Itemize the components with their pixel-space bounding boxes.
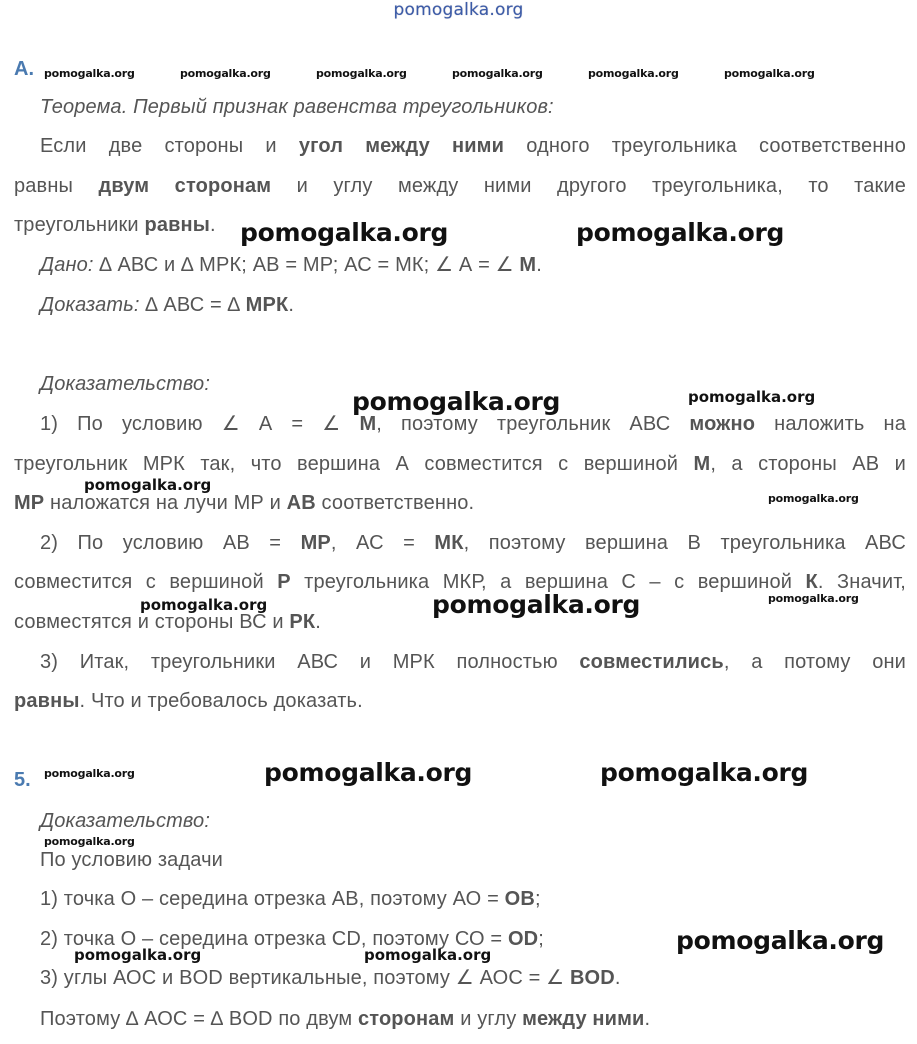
watermark-medium: pomogalka.org bbox=[74, 946, 202, 964]
watermark-small: pomogalka.org bbox=[44, 767, 135, 780]
watermark-large: pomogalka.org bbox=[264, 758, 473, 787]
proof-step-line: 3) Итак, треугольники АВС и МРК полностью совместились, а потому они bbox=[40, 651, 906, 673]
site-watermark-top: pomogalka.org bbox=[393, 0, 524, 20]
proof-label: Доказательство: bbox=[40, 373, 211, 395]
theorem-title: Теорема. Первый признак равенства треугольников: bbox=[40, 96, 554, 118]
proof-step-line: МР наложатся на лучи МР и АВ соответственно. bbox=[14, 492, 475, 514]
theorem-statement-line: треугольники равны. bbox=[14, 214, 216, 236]
proof-step-line: 3) углы АОС и BOD вертикальные, поэтому ∠ АОС = ∠ BOD. bbox=[40, 967, 621, 989]
proof-step-line: треугольник МРК так, что вершина А совместится с вершиной М, а стороны АВ и bbox=[14, 453, 906, 475]
proof-step-line: равны. Что и требовалось доказать. bbox=[14, 690, 363, 712]
section-number-a: A. bbox=[14, 58, 34, 80]
prove-line: Доказать: ∆ АВС = ∆ МРК. bbox=[40, 294, 295, 316]
watermark-large: pomogalka.org bbox=[432, 590, 641, 619]
watermark-small: pomogalka.org bbox=[724, 67, 815, 80]
watermark-large: pomogalka.org bbox=[240, 218, 449, 247]
given-line: Дано: ∆ АВС и ∆ МРК; АВ = МР; АС = МК; ∠ А = ∠ М. bbox=[40, 254, 542, 276]
watermark-large: pomogalka.org bbox=[352, 387, 561, 416]
section-number-5: 5. bbox=[14, 769, 31, 791]
watermark-small: pomogalka.org bbox=[768, 592, 859, 605]
watermark-small: pomogalka.org bbox=[44, 835, 135, 848]
watermark-medium: pomogalka.org bbox=[364, 946, 492, 964]
proof-conclusion: Поэтому ∆ АОС = ∆ BOD по двум сторонам и углу между ними. bbox=[40, 1008, 651, 1030]
proof-step-line: совместится с вершиной Р треугольника МКР, а вершина С – с вершиной К. Значит, bbox=[14, 571, 906, 593]
watermark-large: pomogalka.org bbox=[576, 218, 785, 247]
watermark-small: pomogalka.org bbox=[768, 492, 859, 505]
watermark-small: pomogalka.org bbox=[588, 67, 679, 80]
theorem-statement-line: Если две стороны и угол между ними одного треугольника соответственно bbox=[40, 135, 906, 157]
proof-step-line: совместятся и стороны ВС и РК. bbox=[14, 611, 321, 633]
proof-step-line: 1) точка О – середина отрезка АВ, поэтому АО = ОВ; bbox=[40, 888, 541, 910]
proof-intro: По условию задачи bbox=[40, 849, 223, 871]
watermark-small: pomogalka.org bbox=[452, 67, 543, 80]
theorem-statement-line: равны двум сторонам и углу между ними другого треугольника, то такие bbox=[14, 175, 906, 197]
watermark-medium: pomogalka.org bbox=[140, 596, 268, 614]
proof-step-line: 1) По условию ∠ А = ∠ М, поэтому треугольник АВС можно наложить на bbox=[40, 413, 906, 435]
watermark-large: pomogalka.org bbox=[676, 926, 885, 955]
watermark-small: pomogalka.org bbox=[44, 67, 135, 80]
watermark-large: pomogalka.org bbox=[600, 758, 809, 787]
proof-label: Доказательство: bbox=[40, 810, 211, 832]
watermark-medium: pomogalka.org bbox=[688, 388, 816, 406]
watermark-small: pomogalka.org bbox=[316, 67, 407, 80]
proof-step-line: 2) точка О – середина отрезка CD, поэтому СО = OD; bbox=[40, 928, 544, 950]
proof-step-line: 2) По условию АВ = МР, АС = МК, поэтому вершина В треугольника АВС bbox=[40, 532, 906, 554]
watermark-medium: pomogalka.org bbox=[84, 476, 212, 494]
watermark-small: pomogalka.org bbox=[180, 67, 271, 80]
